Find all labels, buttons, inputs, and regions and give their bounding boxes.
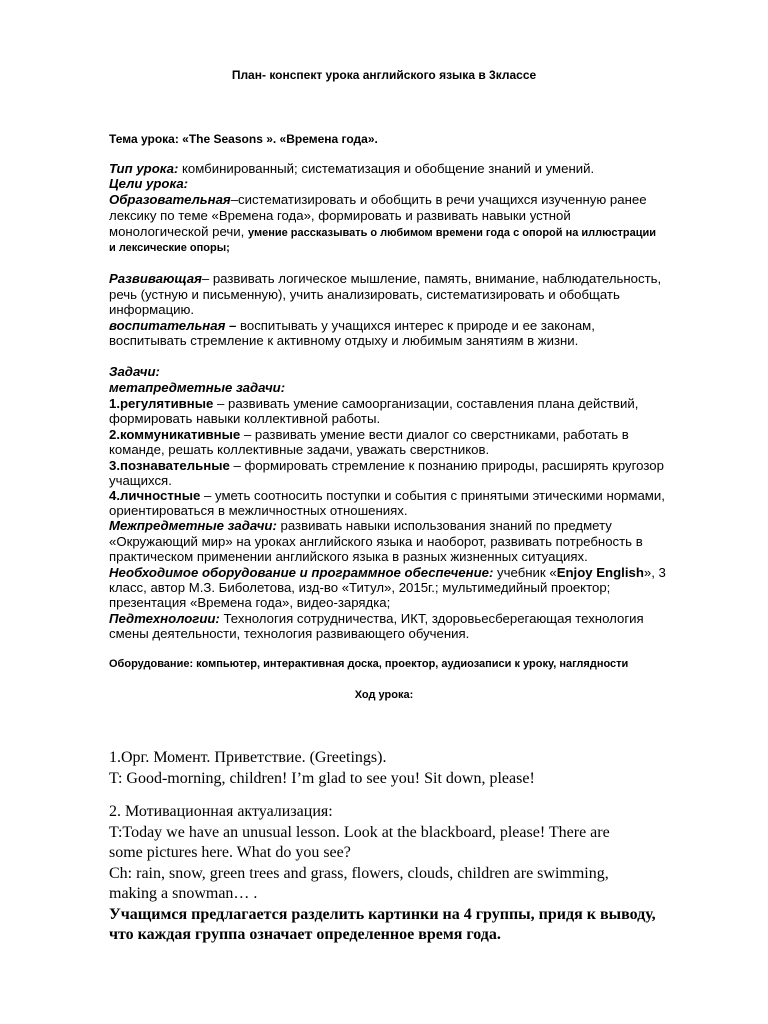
upbringing-text1: воспитывать у учащихся интерес к природе и ее законам, [236,318,595,333]
regulatory-line2: формировать навыки коллективной работы. [109,411,381,426]
communicative-line2: команде, решать коллективные задачи, уважать сверстников. [109,442,490,457]
developing-label: Развивающая [109,271,202,286]
tasks-label: Задачи: [109,364,160,379]
educational-text3-bold: умение рассказывать о любимом времени года с опорой на иллюстрации [247,227,657,239]
step1-heading: 1.Орг. Момент. Приветствие. (Greetings). [109,749,387,766]
document-title: План- конспект урока английского языка в 3классе [231,68,537,82]
lesson-topic: Тема урока: «The Seasons ». «Времена года». [109,132,378,146]
equipment-software-line1 [109,565,666,580]
equipment-software-text1c: », 3 [643,565,666,580]
cognitive-label: 3.познавательные [109,458,230,473]
personal-line1 [109,488,665,503]
developing-text1: – развивать логическое мышление, память, внимание, наблюдательность, [201,271,662,286]
equipment-line: Оборудование: компьютер, интерактивная доска, проектор, аудиозаписи к уроку, наглядности [109,658,629,670]
communicative-text1: – развивать умение вести диалог со сверстниками, работать в [240,427,629,442]
equipment-software-line3: презентация «Времена года», видео-зарядка; [109,595,391,610]
cognitive-line2: учащихся. [109,473,172,488]
developing-goal-line3: информацию. [109,302,195,317]
step2-heading: 2. Мотивационная актуализация: [109,803,333,820]
developing-goal-line2: речь (устную и письменную), учить анализировать, систематизировать и обобщать [109,287,620,302]
educational-text1: –систематизировать и обобщить в речи учащихся изученную ранее [230,192,647,207]
upbringing-goal-line2: воспитывать стремление к активному отдыху и любимым занятиям в жизни. [109,333,579,348]
ped-tech-line1 [109,611,644,626]
lesson-type-text: комбинированный; систематизация и обобщение знаний и умений. [178,161,595,176]
lesson-progress-heading: Ход урока: [354,689,414,701]
upbringing-goal-line1 [109,318,595,333]
upbringing-label: воспитательная – [109,318,237,333]
personal-label: 4.личностные [109,488,201,503]
cognitive-line1 [109,458,664,473]
goals-label: Цели урока: [109,176,189,191]
step2-children-line1: Ch: rain, snow, green trees and grass, flowers, clouds, children are swimming, [109,865,609,882]
interdisciplinary-line2: «Окружающий мир» на уроках английского языка и наоборот, развивать потребность в [109,534,643,549]
educational-text3: монологической речи, [109,224,248,239]
regulatory-line1 [109,396,638,411]
personal-line2: ориентироваться в межличностных отношениях. [109,503,408,518]
educational-label: Образовательная [109,192,231,207]
educational-goal-line4: и лексические опоры; [109,242,230,254]
personal-text1: – уметь соотносить поступки и события с принятыми этическими нормами, [200,488,665,503]
step2-instruction-line1: Учащимся предлагается разделить картинки на 4 группы, придя к выводу, [109,906,656,923]
cognitive-text1: – формировать стремление к познанию природы, расширять кругозор [229,458,664,473]
lesson-type-label: Тип урока: [109,161,179,176]
textbook-name: Enjoy English [556,565,644,580]
regulatory-text1: – развивать умение самоорганизации, составления плана действий, [213,396,639,411]
step2-teacher-line2: some pictures here. What do you see? [109,844,351,861]
meta-tasks-label: метапредметные задачи: [109,380,286,395]
communicative-label: 2.коммуникативные [109,427,241,442]
communicative-line1 [109,427,629,442]
interdisciplinary-line1 [109,518,612,533]
ped-tech-text1: Технология сотрудничества, ИКТ, здоровьесберегающая технология [219,611,644,626]
ped-tech-label: Педтехнологии: [109,611,220,626]
lesson-type [109,161,594,176]
equipment-software-text1a: учебник « [493,565,557,580]
equipment-software-line2: класс, автор М.З. Биболетова, изд-во «Титул», 2015г.; мультимедийный проектор; [109,580,611,595]
equipment-software-label: Необходимое оборудование и программное обеспечение: [109,565,494,580]
step2-instruction-line2: что каждая группа означает определенное время года. [109,926,501,943]
interdisciplinary-text1: развивать навыки использования знаний по предмету [276,518,612,533]
educational-goal-line1 [109,192,647,207]
step2-children-line2: making a snowman… . [109,885,258,902]
developing-goal-line1 [109,271,661,286]
educational-goal-line3 [109,224,656,241]
ped-tech-line2: смены деятельности, технология развивающего обучения. [109,626,470,641]
interdisciplinary-line3: практическом применении английского языка в разных жизненных ситуациях. [109,549,588,564]
regulatory-label: 1.регулятивные [109,396,214,411]
educational-goal-line2: лексику по теме «Времена года», формировать и развивать навыки устной [109,208,571,223]
step1-teacher: T: Good-morning, children! I’m glad to see you! Sit down, please! [109,770,535,787]
step2-teacher-line1: T:Today we have an unusual lesson. Look at the blackboard, please! There are [109,824,610,841]
interdisciplinary-label: Межпредметные задачи: [109,518,277,533]
